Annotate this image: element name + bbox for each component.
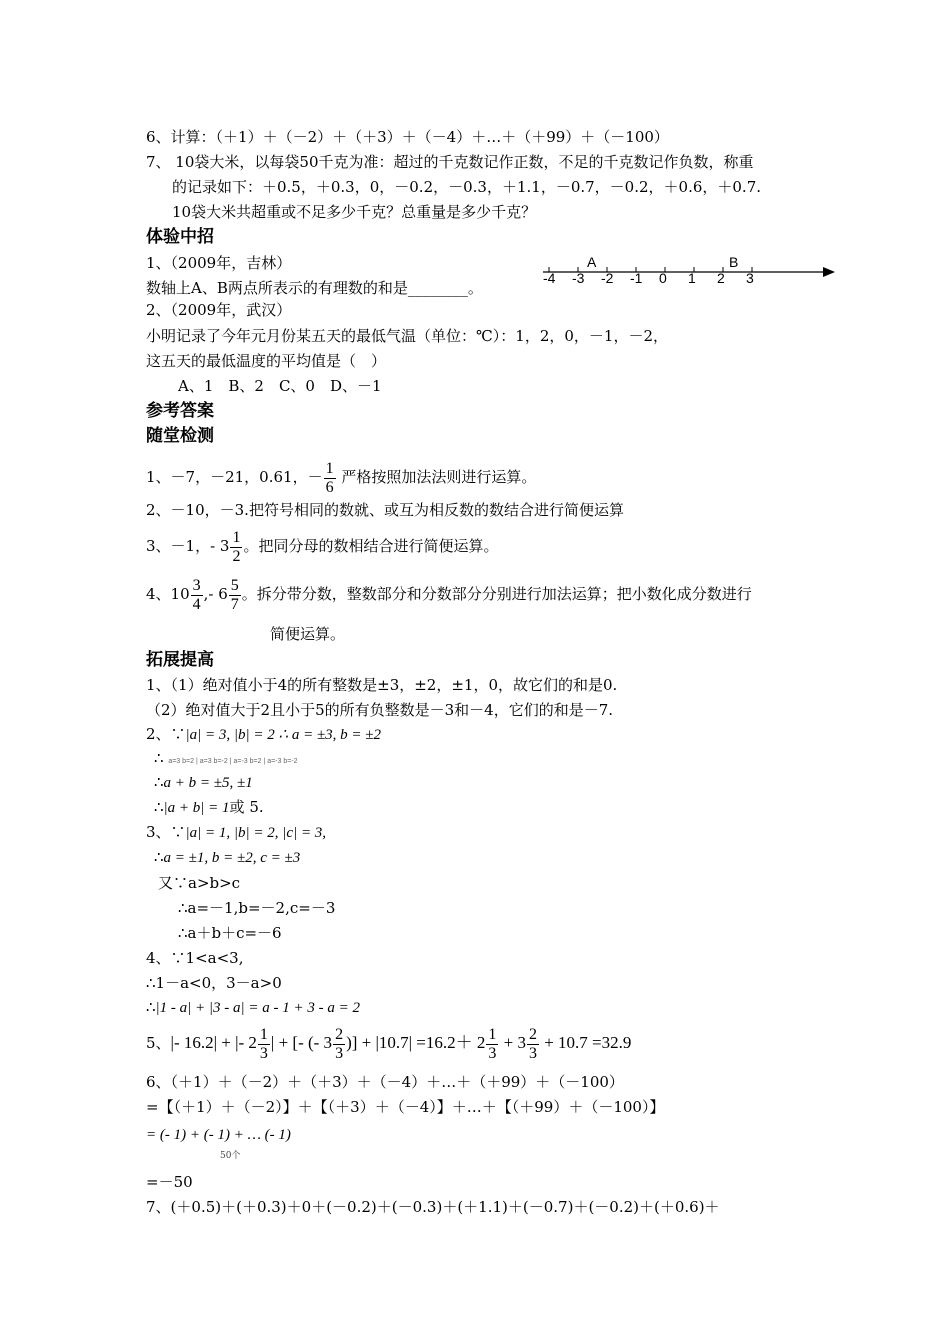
fraction: $\frac{1}{3}$ [488,1025,497,1062]
tick-label: 0 [659,270,667,286]
tick-label: -3 [572,270,585,286]
ext-4c: ∴|1 - a| + |3 - a| = a - 1 + 3 - a = 2 [146,998,361,1016]
fraction: $\frac{5}{7}$ [230,576,239,613]
ext-2c: ∴a + b = ±5, ±1 [154,773,253,791]
exam-2-question2: 这五天的最低温度的平均值是（ ） [146,352,387,370]
number-line [535,252,845,292]
ext-4b: ∴1－a<0，3－a>0 [146,974,282,992]
ext-2a: 2、∵|a| = 3, |b| = 2 ∴ a = ±3, b = ±2 [146,725,382,743]
fraction: $\frac{1}{3}$ [259,1025,268,1062]
answer-2: 2、－10，－3.把符号相同的数就、或互为相反数的数结合进行简便运算 [146,501,624,519]
tick-label: -2 [601,270,614,286]
ext-3e: ∴a＋b＋c=－6 [178,924,282,942]
tick-label: -4 [543,270,556,286]
answer-4-cont: 简便运算。 [270,625,346,643]
ext-2b: ∴ a=3 b=2 | a=3 b=-2 | a=-3 b=2 | a=-3 b=-2 [154,749,298,767]
answer-4: 4、10 $\frac{3}{4}$ ,- 6 $\frac{5}{7}$ 。拆分带分数，整数部分和分数部分分别进行加法运算；把小数化成分数进行 [146,576,752,613]
heading-tuozhan: 拓展提高 [146,650,214,670]
ext-4a: 4、∵1<a<3, [146,949,244,967]
fraction: $\frac{2}{3}$ [528,1025,537,1062]
ext-3c: 又∵a>b>c [158,874,241,892]
tick-label: 1 [688,270,696,286]
heading-suitang: 随堂检测 [146,426,214,446]
fraction: $\frac{1}{6}$ [325,459,334,496]
exam-2-options: A、1 B、2 C、0 D、－1 [178,377,382,395]
ext-3b: ∴a = ±1, b = ±2, c = ±3 [154,848,301,866]
ext-2d: ∴|a + b| = 1或 5. [154,798,264,816]
problem-7-line1: 7、 10袋大米，以每袋50千克为准：超过的千克数记作正数，不足的千克数记作负数，称重 [146,153,754,171]
fraction: $\frac{2}{3}$ [335,1025,344,1062]
exam-1-source: 1、（2009年，吉林） [146,254,292,272]
problem-7-line3: 10袋大米共超重或不足多少千克？总重量是多少千克？ [172,203,537,221]
ext-1a: 1、（1）绝对值小于4的所有整数是±3，±2，±1，0，故它们的和是0. [146,676,618,694]
exam-2-source: 2、（2009年，武汉） [146,301,292,319]
ext-3d: ∴a=－1,b=－2,c=－3 [178,899,336,917]
tick-label: -1 [630,270,643,286]
fraction: $\frac{3}{4}$ [192,576,201,613]
problem-6: 6、计算：（＋1）＋（－2）＋（＋3）＋（－4）＋…＋（＋99）＋（－100） [146,128,669,146]
ext-1b: （2）绝对值大于2且小于5的所有负整数是－3和－4，它们的和是－7. [146,701,614,719]
point-b-label: B [729,254,739,270]
ext-7: 7、(＋0.5)＋(＋0.3)＋0＋(－0.2)＋(－0.3)＋(＋1.1)＋(－0.7)＋(－0.2)＋(＋0.6)＋ [146,1198,720,1216]
answer-3: 3、－1，- 3 $\frac{1}{2}$ 。把同分母的数相结合进行简便运算。 [146,528,499,565]
ext-6d: =－50 [146,1173,193,1191]
exam-2-question: 小明记录了今年元月份某五天的最低气温（单位：℃）：1，2，0，－1，－2， [146,327,669,345]
answer-1: 1、－7，－21，0.61，－ $\frac{1}{6}$ 严格按照加法法则进行运算。 [146,459,537,496]
heading-answers: 参考答案 [146,401,214,421]
ext-6b: =【（＋1）＋（－2）】＋【（＋3）＋（－4）】＋…＋【（＋99）＋（－100）】 [146,1098,665,1116]
point-a-label: A [587,254,597,270]
ext-6c-sub: 50个 [220,1151,241,1161]
tick-label: 3 [746,270,754,286]
fraction: $\frac{1}{2}$ [232,528,241,565]
ext-6a: 6、（＋1）＋（－2）＋（＋3）＋（－4）＋…＋（＋99）＋（－100） [146,1073,624,1091]
problem-7-line2: 的记录如下：＋0.5，＋0.3，0，－0.2，－0.3，＋1.1，－0.7，－0.2，＋0.6，＋0.7. [172,178,762,196]
exam-1-question: 数轴上A、B两点所表示的有理数的和是________。 [146,279,483,297]
heading-tiyan: 体验中招 [146,227,214,247]
tick-label: 2 [717,270,725,286]
ext-3a: 3、∵|a| = 1, |b| = 2, |c| = 3, [146,823,327,841]
ext-5: 5、|- 16.2| + |- 2 $\frac{1}{3}$ | + [- (- 3 $\frac{2}{3}$ )] + |10.7| =16.2＋ 2 $\frac{1}{3}$ + 3 $\frac{2}{3}$ + 10.7 =32.9 [146,1025,632,1062]
ext-6c: = (- 1) + (- 1) + … (- 1) [146,1127,291,1143]
